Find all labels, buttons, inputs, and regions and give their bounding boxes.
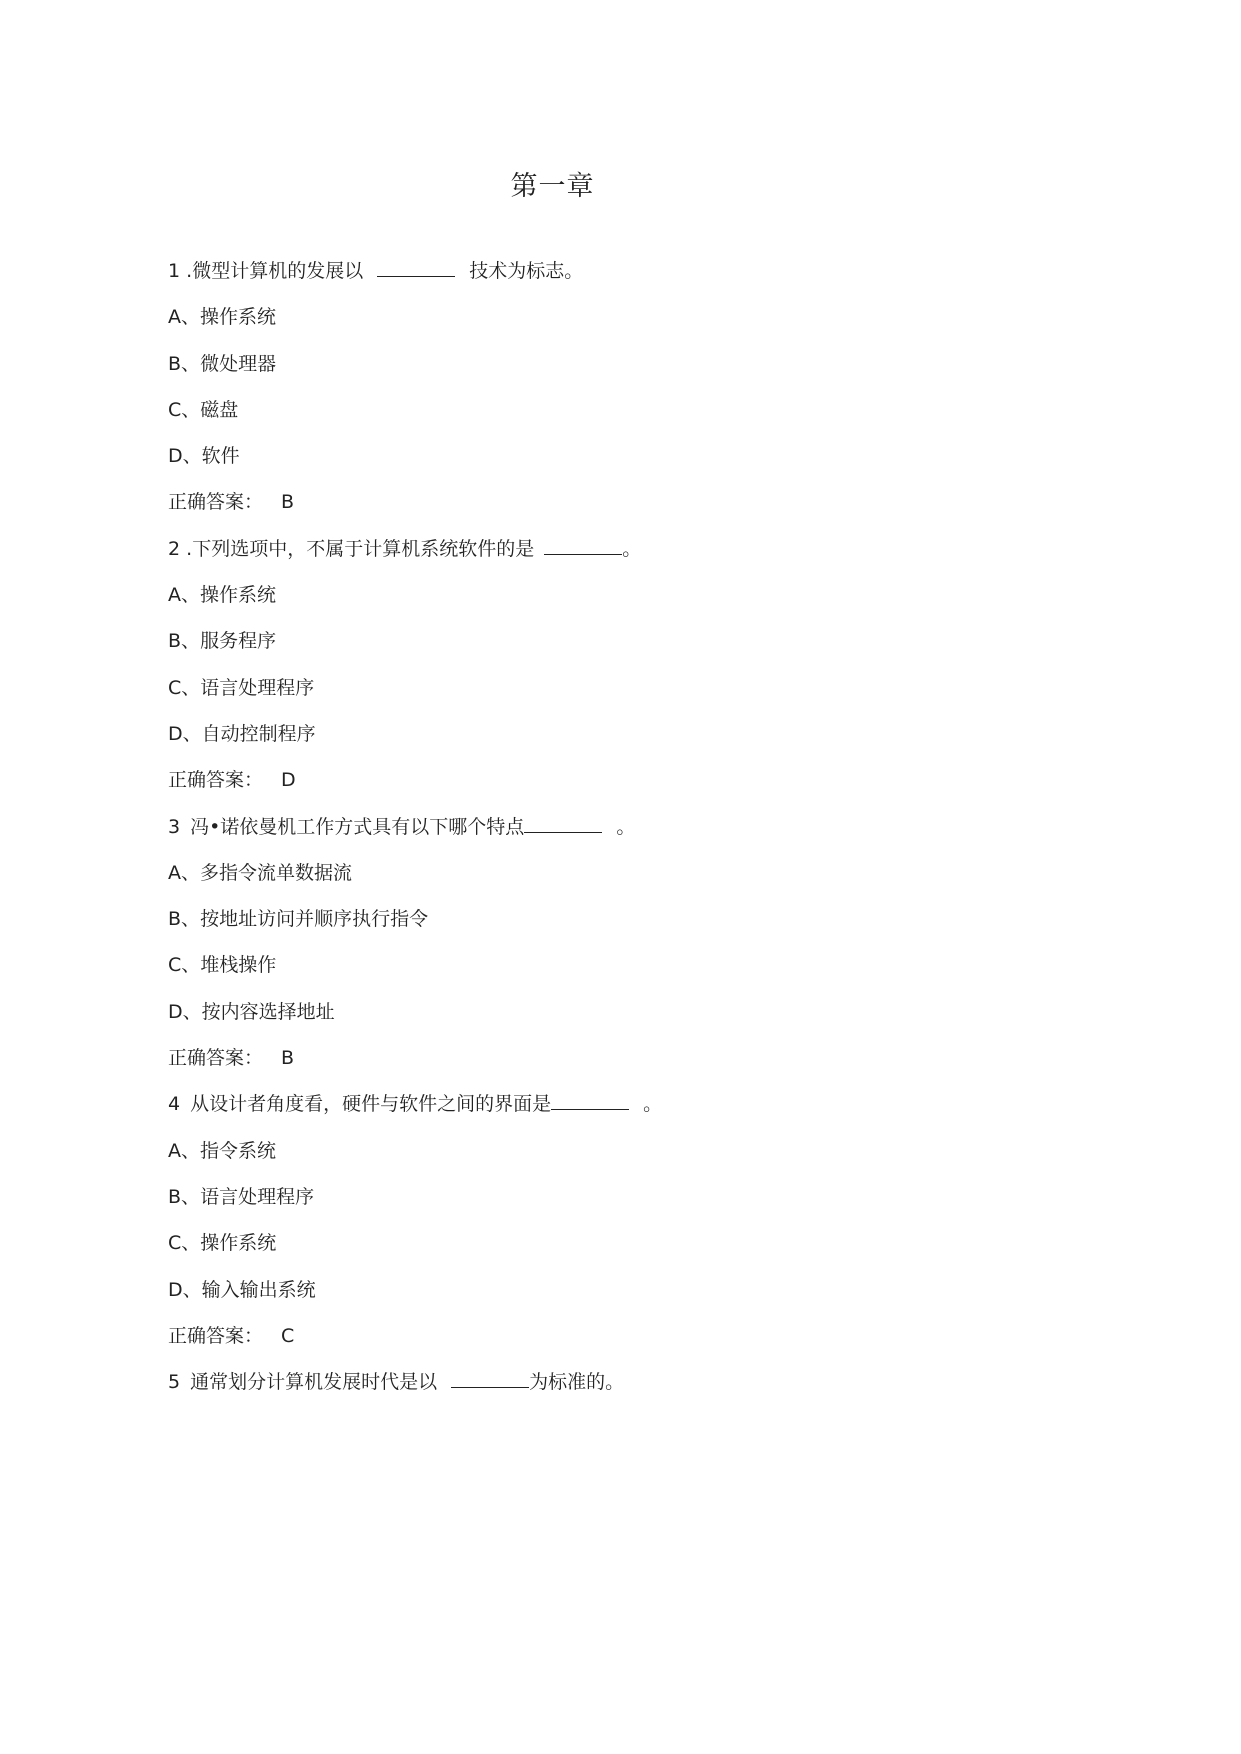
- option-letter: B: [168, 1185, 182, 1208]
- answer-value: D: [281, 769, 296, 792]
- answer-label: 正确答案：: [168, 491, 264, 514]
- option-letter: C: [168, 676, 182, 699]
- question-stem: [168, 536, 1108, 582]
- option-separator: 、: [182, 1000, 202, 1023]
- question-number: 5: [168, 1371, 181, 1394]
- question-number: 2: [168, 537, 181, 560]
- option-text: 服务程序: [200, 630, 277, 653]
- option-text: 按地址访问并顺序执行指令: [200, 908, 429, 931]
- option-text: 堆栈操作: [200, 954, 277, 977]
- option-letter: A: [168, 861, 181, 884]
- question-text-end: 。: [643, 1093, 663, 1116]
- question-text-end: 技术为标志。: [469, 260, 584, 282]
- option-text: 按内容选择地址: [201, 1000, 335, 1023]
- question-number: 3: [168, 815, 181, 838]
- question-stem: [168, 814, 1108, 860]
- answer-blank: [551, 1091, 629, 1110]
- option-item: [168, 1184, 1108, 1230]
- answer-blank: [524, 814, 602, 833]
- option-item: [168, 1230, 1108, 1276]
- answer-label: 正确答案：: [168, 1324, 264, 1347]
- option-letter: C: [168, 1232, 182, 1255]
- answer-line: [168, 1323, 1108, 1369]
- question-text-end: 。: [622, 537, 642, 560]
- answer-label: 正确答案：: [168, 1047, 264, 1070]
- option-item: [168, 721, 1108, 767]
- option-item: [168, 397, 1108, 443]
- answer-blank: [451, 1369, 529, 1388]
- option-letter: C: [168, 398, 182, 421]
- question-text: 冯•诺依曼机工作方式具有以下哪个特点: [190, 815, 525, 838]
- chapter-title: 第一章: [510, 171, 595, 202]
- option-item: [168, 952, 1108, 998]
- option-text: 磁盘: [200, 398, 239, 421]
- option-text: 语言处理程序: [200, 1185, 315, 1208]
- option-text: 操作系统: [200, 584, 277, 607]
- question-text: 通常划分计算机发展时代是以: [190, 1371, 438, 1394]
- option-item: [168, 999, 1108, 1045]
- option-text: 微处理器: [200, 352, 277, 375]
- question-number-suffix: .: [180, 260, 193, 282]
- option-separator: 、: [181, 1139, 201, 1162]
- option-letter: A: [168, 306, 181, 329]
- option-letter: D: [168, 445, 183, 468]
- option-text: 操作系统: [200, 1232, 277, 1255]
- option-item: [168, 1277, 1108, 1323]
- option-separator: 、: [181, 908, 201, 931]
- option-item: [168, 582, 1108, 628]
- option-text: 语言处理程序: [200, 676, 315, 699]
- option-item: [168, 906, 1108, 952]
- answer-value: C: [281, 1324, 295, 1347]
- option-separator: 、: [182, 722, 202, 745]
- option-separator: 、: [181, 398, 201, 421]
- option-item: [168, 860, 1108, 906]
- option-letter: C: [168, 954, 182, 977]
- question-text-end: 。: [616, 815, 636, 838]
- option-separator: 、: [181, 584, 201, 607]
- answer-line: [168, 767, 1108, 813]
- answer-value: B: [281, 1047, 295, 1070]
- option-separator: 、: [181, 306, 201, 329]
- option-letter: A: [168, 1139, 181, 1162]
- question-text: 从设计者角度看，硬件与软件之间的界面是: [190, 1093, 552, 1116]
- option-text: 软件: [201, 445, 240, 468]
- question-number: 1: [168, 260, 181, 282]
- option-text: 操作系统: [200, 306, 277, 329]
- answer-value: B: [281, 491, 295, 514]
- option-letter: B: [168, 352, 182, 375]
- option-letter: D: [168, 722, 183, 745]
- question-text: 下列选项中，不属于计算机系统软件的是: [192, 537, 535, 560]
- option-text: 自动控制程序: [201, 722, 316, 745]
- question-stem: [168, 1091, 1108, 1137]
- question-number-suffix: .: [180, 537, 193, 560]
- answer-blank: [544, 536, 622, 555]
- option-item: [168, 443, 1108, 489]
- option-text: 指令系统: [200, 1139, 277, 1162]
- option-separator: 、: [181, 954, 201, 977]
- option-separator: 、: [181, 676, 201, 699]
- option-letter: B: [168, 908, 182, 931]
- option-letter: A: [168, 584, 181, 607]
- question-number: 4: [168, 1093, 181, 1116]
- option-separator: 、: [181, 861, 201, 884]
- answer-line: [168, 1045, 1108, 1091]
- option-text: 输入输出系统: [201, 1278, 316, 1301]
- option-separator: 、: [181, 352, 201, 375]
- answer-blank: [377, 258, 455, 277]
- option-text: 多指令流单数据流: [200, 861, 353, 884]
- option-item: [168, 675, 1108, 721]
- question-text: 微型计算机的发展以: [192, 260, 364, 282]
- option-separator: 、: [182, 445, 202, 468]
- option-separator: 、: [182, 1278, 202, 1301]
- option-letter: D: [168, 1278, 183, 1301]
- option-item: [168, 1138, 1108, 1184]
- answer-label: 正确答案：: [168, 769, 264, 792]
- option-item: [168, 304, 1108, 350]
- option-separator: 、: [181, 1232, 201, 1255]
- question-stem: [168, 258, 1108, 304]
- option-separator: 、: [181, 630, 201, 653]
- option-separator: 、: [181, 1185, 201, 1208]
- option-item: [168, 351, 1108, 397]
- question-text-end: 为标准的。: [529, 1371, 625, 1394]
- question-list: [168, 258, 1108, 1415]
- answer-line: [168, 489, 1108, 535]
- option-letter: D: [168, 1000, 183, 1023]
- question-stem: [168, 1369, 1108, 1415]
- option-letter: B: [168, 630, 182, 653]
- option-item: [168, 628, 1108, 674]
